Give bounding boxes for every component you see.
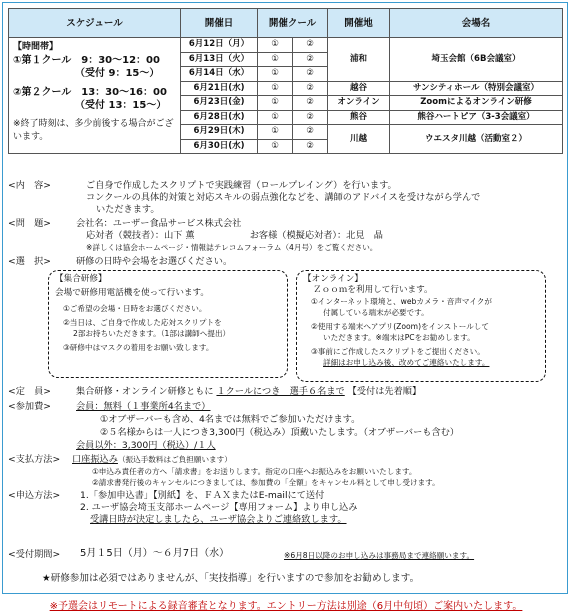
venue-cell: Zoomによるオンライン研修 [390,96,563,111]
fee-line2: ①オブザーバーも含め、4名までは無料でご参加いただけます。 [100,414,361,425]
schedule-heading: 【時間帯】 [13,42,59,52]
period-note: ※6月8日以降のお申し込みは事務局まで連絡願います。 [284,551,475,560]
online-box-line3: 付属している端末が必要です。 [323,308,429,317]
place-cell: オンライン [328,96,390,111]
cool1-cell: ① [258,139,293,154]
cool2-cell: ② [293,81,328,96]
capacity-post: 【受付は先着順】 [347,386,422,397]
group-training-box [48,270,288,378]
cool1-cell: ① [258,81,293,96]
payment-section [8,454,440,487]
cool1-cell: ① [258,38,293,53]
capacity-section [8,386,422,398]
group-box-line5: ③研修中はマスクの着用をお願い致します。 [63,343,214,352]
date-cell: 6月12日（月） [181,38,258,53]
header-venue: 会場名 [390,9,563,38]
date-cell: 6月14日（水） [181,67,258,82]
header-place: 開催地 [328,9,390,38]
apply-line1: 1.「参加申込書」【別紙】を、ＦＡＸまたはE-mailにて送付 [80,490,325,501]
online-box-line2: ①インターネット環境と、webカメラ・音声マイクが [311,297,492,306]
recommend-note: ★研修参加は必須ではありませんが、「実技指導」を行いますので参加をお勧めします。 [42,573,420,584]
date-cell: 6月28日(水) [181,110,258,125]
select-line1: 研修の日時や会場をお選びください。 [76,256,233,267]
payment-fee-note: （振込手数料はご負担願います） [117,455,232,464]
problem-line3: ※詳しくは協会ホームページ・情報誌テレコムフォーラム（4月号）をご覧ください。 [86,243,378,252]
online-box-line7: 詳細はお申し込み後、改めてご連絡いたします。 [323,358,490,367]
problem-line1: 会社名：ユーザー食品サービス株式会社 [76,218,242,229]
date-cell: 6月29日(木) [181,125,258,140]
date-cell: 6月30日(水) [181,139,258,154]
payment-method: 口座振込み [72,454,118,465]
online-box-line6: ③事前にご作成したスクリプトをご提出ください。 [311,347,485,356]
group-box-line1: 会場で研修用電話機を使って行います。 [55,288,210,298]
group-box-line4: 2部お持ちいただきます。（1部は講師へ提出） [73,329,231,338]
schedule-cool1: ①第１クール 9：30～12：00 [13,55,160,66]
schedule-cool2: ②第２クール 13：30～16：00 [13,87,167,98]
cool2-cell: ② [293,52,328,67]
online-box-title: 【オンライン】 [303,274,363,284]
payment-line2: ①申込み責任者の方へ「請求書」をお送りします。指定の口座へお振込みをお願いいたします。 [92,467,417,476]
place-cell: 熊谷 [328,110,390,125]
content-line1: ご自身で作成したスクリプトで実践練習（ロールプレイング）を行います。 [86,180,397,191]
date-cell: 6月21日(水) [181,81,258,96]
group-box-line2: ①ご希望の会場・日時をお選びください。 [63,304,207,313]
period-label: <受付期間> [8,549,61,560]
fee-nonmember: 会員以外：3,300円（税込）/１人 [76,440,216,451]
select-section [8,256,233,268]
schedule-note: ※終了時刻は、多少前後する場合がございます。 [13,119,174,142]
header-cool: 開催クール [258,9,328,38]
cool1-cell: ① [258,96,293,111]
venue-cell: ウエスタ川越（活動室２） [390,125,563,154]
fee-line3: ②５名様からは一人につき3,300円（税込み）頂戴いたします。（オブザーバーも含む） [100,427,460,438]
fee-label: <参加費> [8,401,51,412]
select-label: <選 択> [8,256,51,267]
header-schedule: スケジュール [9,9,181,38]
schedule-cool1-reception: （受付 9：15～） [75,68,160,79]
period-dates: 5月１5日（月）～６月7日（水） [80,548,230,559]
online-box-line5: いただきます。※端末はPCをお勧めします。 [323,333,475,342]
table-header-row [9,9,563,38]
cool2-cell: ② [293,139,328,154]
venue-cell: サンシティホール（特別会議室） [390,81,563,96]
cool2-cell: ② [293,110,328,125]
cool1-cell: ① [258,52,293,67]
group-box-title: 【集合研修】 [55,274,107,284]
online-box-line4: ②使用する端末へアプリ(Zoom)をインストールして [311,322,489,331]
place-cell: 浦和 [328,38,390,82]
capacity-pre: 集合研修・オンライン研修ともに [76,386,214,397]
fee-member: 会員：無料（１事業所4名まで） [76,401,211,412]
schedule-cell [9,38,181,154]
period-section [8,548,475,561]
content-label: <内 容> [8,180,51,191]
payment-label: <支払方法> [8,454,61,465]
group-box-line3: ②当日は、ご自身で作成した応対スクリプトを [63,318,222,327]
cool1-cell: ① [258,110,293,125]
content-section [8,180,481,215]
payment-line3: ②請求書発行後のキャンセルにつきましては、参加費の「全額」をキャンセル料として申し受けます。 [92,478,440,487]
place-cell: 川越 [328,125,390,154]
place-cell: 越谷 [328,81,390,96]
apply-line2: 2. ユーザ協会埼玉支部ホームページ【専用フォーム】より申し込み [80,502,358,513]
schedule-cool2-reception: （受付 13：15～） [75,100,167,111]
content-line2: コンクールの具体的対策と対応スキルの弱点強化などを、講師のアドバイスを受けながら学んで [86,192,481,203]
bottom-note: ※予選会はリモートによる録音審査となります。エントリー方法は別途（6月中旬頃）ご案内いたします。 [49,601,523,612]
venue-cell: 埼玉会館（6B会議室） [390,38,563,82]
fee-section [8,401,460,451]
apply-line3: 受講日時が決定しましたら、ユーザ協会よりご連絡致します。 [90,514,347,525]
online-box-line1: Ｚｏｏｍを利用して行います。 [313,285,433,295]
problem-line2: 応対者（競技者）：山下 薫 お客様（模擬応対者）：北見 晶 [86,230,383,241]
cool2-cell: ② [293,96,328,111]
cool1-cell: ① [258,67,293,82]
apply-section [8,490,358,525]
cool2-cell: ② [293,67,328,82]
cool2-cell: ② [293,125,328,140]
problem-label: <問 題> [8,218,51,229]
online-training-box [296,270,546,382]
table-row [9,38,563,53]
cool1-cell: ① [258,125,293,140]
capacity-underlined: １クールにつき 選手６名まで [216,386,345,397]
schedule-table [8,8,563,154]
capacity-label: <定 員> [8,386,51,397]
content-line3: いただきます。 [96,204,160,215]
problem-section [8,218,383,252]
apply-label: <申込方法> [8,490,61,501]
date-cell: 6月13日（火） [181,52,258,67]
cool2-cell: ② [293,38,328,53]
venue-cell: 熊谷ハートピア（3-3会議室） [390,110,563,125]
date-cell: 6月23日(金) [181,96,258,111]
header-date: 開催日 [181,9,258,38]
